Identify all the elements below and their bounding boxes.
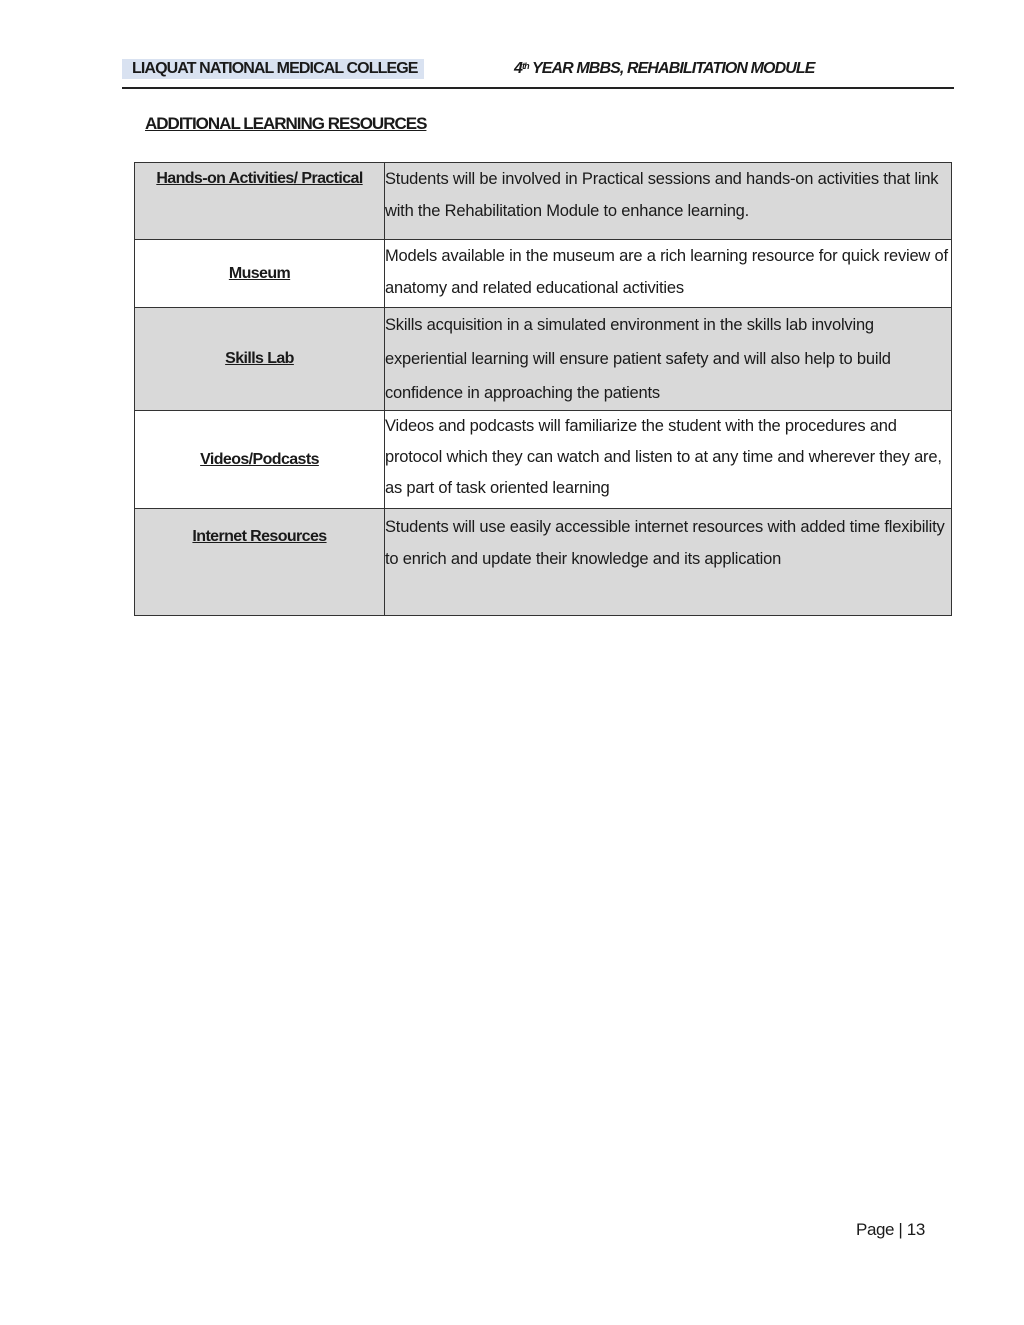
table-row bbox=[135, 240, 952, 308]
page-header bbox=[122, 56, 954, 89]
resource-label: Videos/Podcasts bbox=[200, 450, 319, 468]
table-row bbox=[135, 411, 952, 509]
resource-label-cell bbox=[135, 411, 385, 509]
module-ordinal-suffix: th bbox=[522, 61, 529, 71]
section-title: ADDITIONAL LEARNING RESOURCES bbox=[145, 114, 427, 133]
resource-label: Skills Lab bbox=[225, 350, 294, 367]
resource-label-cell bbox=[135, 240, 385, 308]
module-title-text: YEAR MBBS, REHABILITATION MODULE bbox=[528, 60, 815, 77]
learning-resources-table bbox=[134, 162, 952, 616]
page-number: 13 bbox=[906, 1220, 925, 1239]
resource-label-cell bbox=[135, 509, 385, 616]
resource-description: Videos and podcasts will familiarize the student with the procedures and protocol which they can watch and listen to at any time and wherever they are, as part of task oriented learning bbox=[385, 411, 952, 509]
table-row bbox=[135, 509, 952, 616]
page-label: Page | bbox=[856, 1220, 907, 1239]
resource-description: Models available in the museum are a rich learning resource for quick review of anatomy and related educational activities bbox=[385, 240, 952, 308]
resource-description: Students will be involved in Practical sessions and hands-on activities that link with the Rehabilitation Module to enhance learning. bbox=[385, 163, 952, 240]
resource-label: Hands-on Activities/ Practical bbox=[156, 170, 363, 187]
resource-description: Skills acquisition in a simulated environment in the skills lab involving experiential learning will ensure patient safety and will also help to build confidence in approaching the patients bbox=[385, 308, 952, 411]
resource-label-cell bbox=[135, 163, 385, 240]
resource-description: Students will use easily accessible internet resources with added time flexibility to enrich and update their knowledge and its application bbox=[385, 509, 952, 616]
page-footer bbox=[856, 1220, 925, 1240]
resource-label: Internet Resources bbox=[192, 528, 327, 545]
module-title bbox=[514, 59, 815, 79]
table-row bbox=[135, 308, 952, 411]
resource-label-cell bbox=[135, 308, 385, 411]
table-row bbox=[135, 163, 952, 240]
resource-label: Museum bbox=[228, 264, 291, 282]
college-name: LIAQUAT NATIONAL MEDICAL COLLEGE bbox=[122, 59, 424, 79]
module-ordinal: 4 bbox=[514, 60, 522, 77]
